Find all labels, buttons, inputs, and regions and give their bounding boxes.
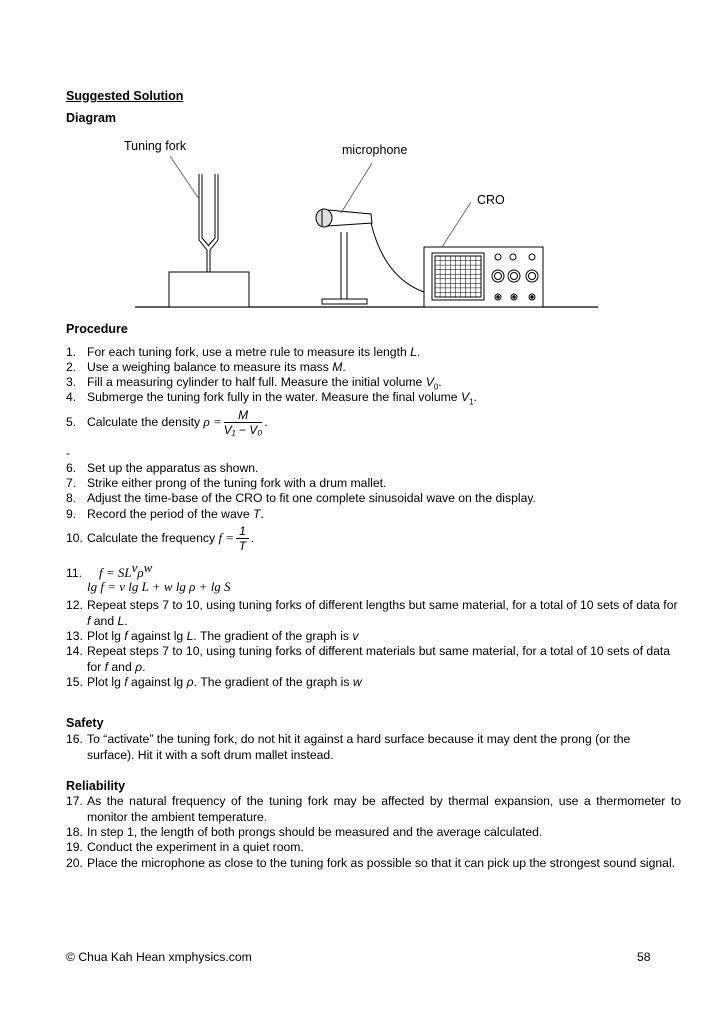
page-title: Suggested Solution (66, 89, 184, 103)
procedure-step: 7. Strike either prong of the tuning fork with a drum mallet. (66, 476, 387, 490)
diagram-heading: Diagram (66, 111, 117, 125)
procedure-step: 2. Use a weighing balance to measure its mass M. (66, 360, 346, 374)
safety-heading: Safety (66, 716, 104, 730)
log-formula: lg f = v lg L + w lg ρ + lg S (87, 579, 231, 594)
reliability-step: 17. As the natural frequency of the tuning fork may be affected by thermal expansion, use a thermometer to monitor the ambient temperature. (66, 794, 681, 824)
page-number: 58 (637, 950, 651, 964)
reliability-step: 20. Place the microphone as close to the tuning fork as possible so that it can pick up the strongest sound signal. (66, 856, 676, 870)
safety-step: 16. To “activate” the tuning fork, do not hit it against a hard surface because it may dent the prong (or the surface). Hit it with a soft drum mallet instead. (66, 732, 631, 762)
cro-leader (442, 202, 471, 247)
apparatus-svg (0, 130, 724, 320)
cro-icon (424, 247, 543, 307)
microphone-leader (341, 163, 372, 213)
procedure-step: 8. Adjust the time-base of the CRO to fit one complete sinusoidal wave on the display. (66, 491, 536, 505)
apparatus-diagram (0, 130, 724, 320)
separator-dash: - (66, 446, 71, 460)
procedure-step: 15. Plot lg f against lg ρ. The gradient of the graph is w (66, 675, 362, 689)
procedure-step: 6. Set up the apparatus as shown. (66, 461, 259, 475)
frequency-fraction: $\frac{1}{T}$ (236, 524, 249, 554)
procedure-step: 13. Plot lg f against lg L. The gradient of the graph is v (66, 629, 359, 643)
procedure-heading: Procedure (66, 322, 128, 336)
reliability-heading: Reliability (66, 779, 126, 793)
microphone-icon (316, 209, 372, 304)
procedure-step: 9. Record the period of the wave T. (66, 507, 264, 521)
density-fraction: $\frac{M}{\text{V₁ − V₀}}$ (223, 408, 263, 437)
cro-label: CRO (477, 193, 505, 207)
fork-base-block (169, 272, 249, 307)
procedure-step: 4. Submerge the tuning fork fully in the water. Measure the final volume $V_1$. (66, 390, 477, 407)
procedure-step: 12. Repeat steps 7 to 10, using tuning forks of different lengths but same material, for a total of 10 sets of data for f and L. (66, 598, 678, 628)
procedure-step: 3. Fill a measuring cylinder to half full. Measure the initial volume $V_0$. (66, 375, 442, 392)
reliability-step: 18. In step 1, the length of both prongs should be measured and the average calculated. (66, 825, 543, 839)
procedure-step: 10. Calculate the frequency f = $\frac{1}{T}$ . (66, 524, 255, 553)
tuning-fork-label: Tuning fork (124, 139, 187, 153)
procedure-step: 1. For each tuning fork, use a metre rule to measure its length L. (66, 345, 421, 359)
procedure-step: 11. $f = SL^v\rho^w$ (66, 560, 153, 581)
reliability-step: 19. Conduct the experiment in a quiet room. (66, 840, 304, 854)
tuning-fork-leader (170, 156, 199, 199)
microphone-label: microphone (342, 143, 408, 157)
procedure-step: 14. Repeat steps 7 to 10, using tuning forks of different materials but same material, for a total of 10 sets of data for f and ρ. (66, 644, 671, 674)
tuning-fork-icon (199, 174, 218, 272)
procedure-step: 5. Calculate the density ρ = $\frac{M}{\text{V₁ − V₀}}$ . (66, 408, 268, 437)
footer-copyright: © Chua Kah Hean xmphysics.com (66, 950, 252, 964)
